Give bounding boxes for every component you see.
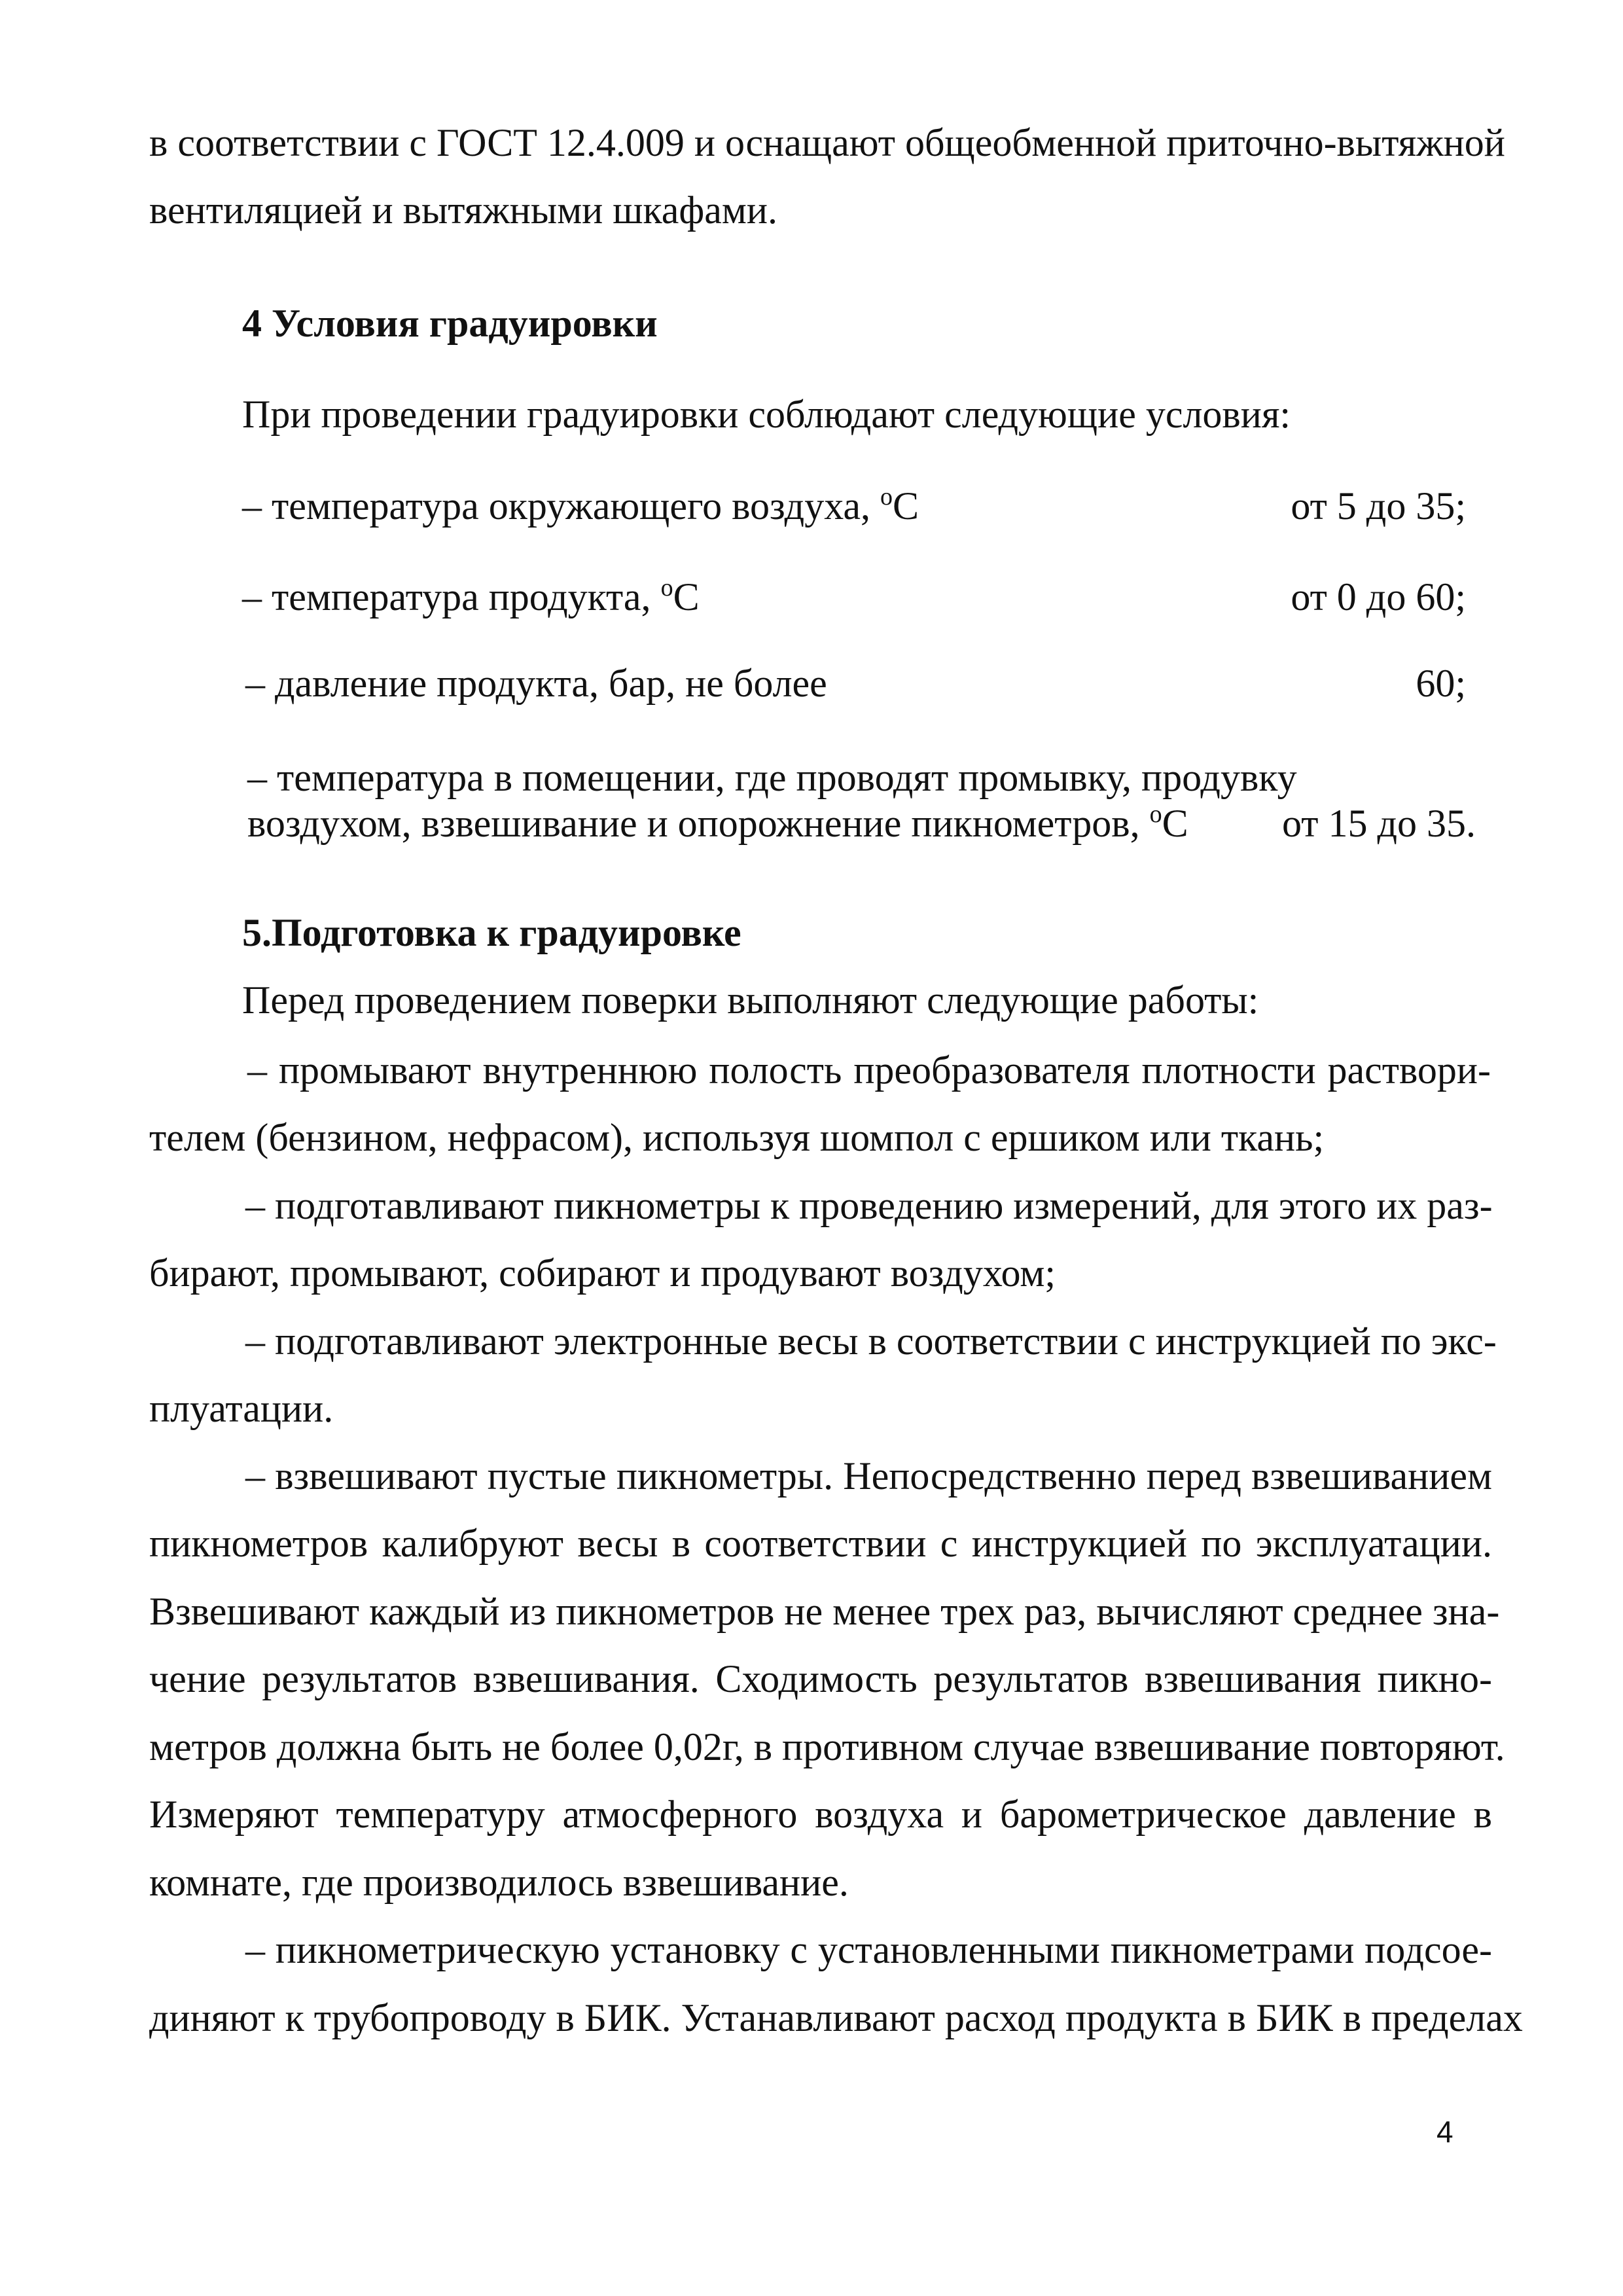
condition-value: от 0 до 60; [1291,575,1466,619]
condition-label: – температура окружающего воздуха, $^o$С [242,483,919,528]
paragraph-line: Взвешивают каждый из пикнометров не менее трех раз, вычисляют среднее зна- [149,1590,1500,1633]
paragraph-line: – подготавливают электронные весы в соответствии с инструкцией по экс- [245,1319,1497,1363]
section-5-heading: 5.Подготовка к градуировке [242,911,741,954]
condition-label-line-1: – температура в помещении, где проводят промывку, продувку [247,756,1297,799]
condition-value: 60; [1416,662,1466,705]
paragraph-line: – промывают внутреннюю полость преобразователя плотности раствори- [247,1049,1491,1092]
intro-line-1: в соответствии с ГОСТ 12.4.009 и оснащают общеобменной приточно-вытяжной [149,121,1505,164]
condition-label-line-2: воздухом, взвешивание и опорожнение пикнометров, $^o$С [247,800,1188,845]
intro-line-2: вентиляцией и вытяжными шкафами. [149,188,777,232]
paragraph-line: телем (бензином, нефрасом), используя шомпол с ершиком или ткань; [149,1116,1325,1159]
paragraph-line: – подготавливают пикнометры к проведению измерений, для этого их раз- [245,1184,1493,1227]
page-number: 4 [1436,2115,1454,2149]
paragraph-line: – пикнометрическую установку с установленными пикнометрами подсое- [245,1928,1492,1971]
condition-label: – давление продукта, бар, не более [245,662,827,705]
paragraph-line: пикнометров калибруют весы в соответствии с инструкцией по эксплуатации. [149,1522,1492,1565]
condition-label: – температура продукта, $^o$С [242,574,700,619]
paragraph-line: комнате, где производилось взвешивание. [149,1861,849,1904]
paragraph-line: диняют к трубопроводу в БИК. Устанавливают расход продукта в БИК в пределах [149,1996,1523,2039]
paragraph-line: плуатации. [149,1387,334,1430]
paragraph-line: – взвешивают пустые пикнометры. Непосредственно перед взвешиванием [245,1454,1492,1498]
paragraph-line: метров должна быть не более 0,02г, в противном случае взвешивание повторяют. [149,1725,1505,1768]
condition-value: от 5 до 35; [1291,484,1466,528]
paragraph-line: чение результатов взвешивания. Сходимость результатов взвешивания пикно- [149,1657,1492,1700]
paragraph-line: Измеряют температуру атмосферного воздуха и барометрическое давление в [149,1793,1492,1836]
section-5-lead: Перед проведением поверки выполняют следующие работы: [242,978,1259,1022]
section-4-lead: При проведении градуировки соблюдают следующие условия: [242,393,1291,436]
paragraph-line: бирают, промывают, собирают и продувают воздухом; [149,1251,1056,1295]
condition-value: от 15 до 35. [1282,802,1476,845]
section-4-heading: 4 Условия градуировки [242,302,658,345]
